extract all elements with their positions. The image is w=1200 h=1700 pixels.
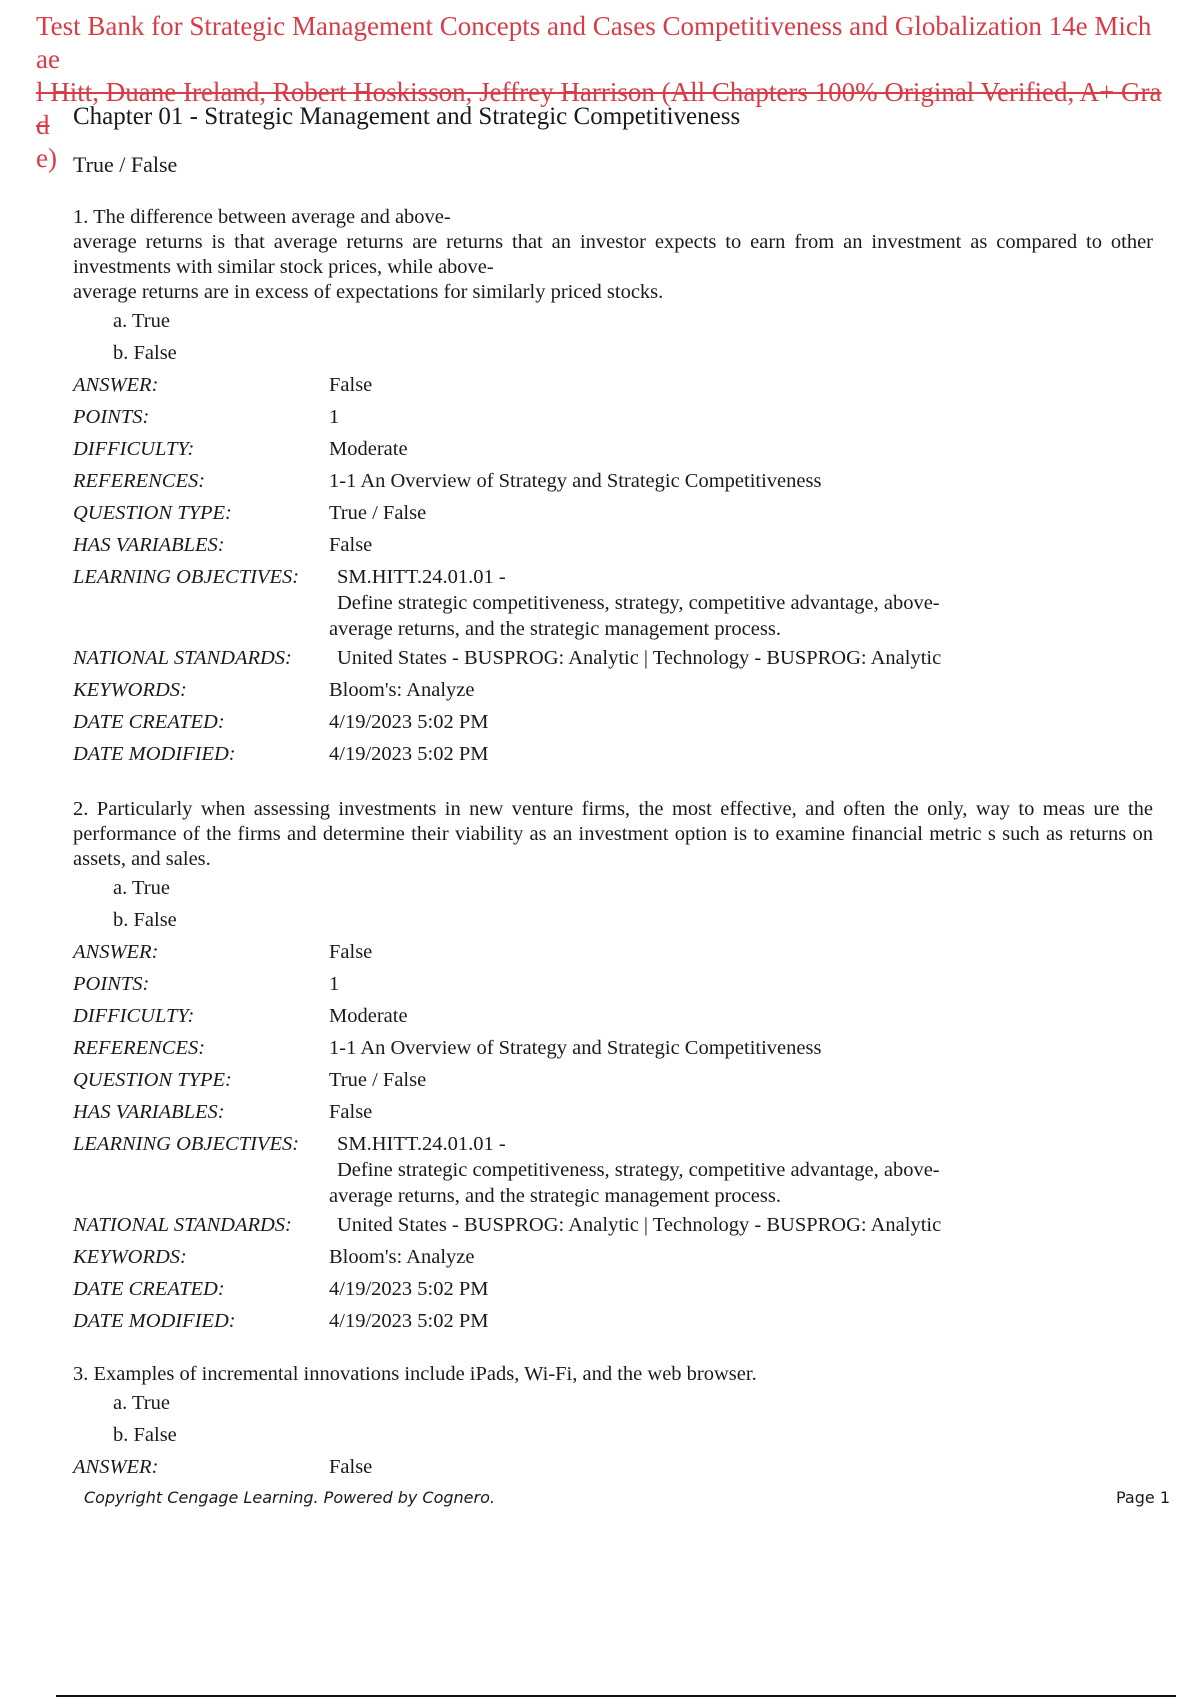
- document-banner: [36, 10, 1162, 175]
- meta-references: [73, 1032, 1153, 1064]
- lo-text-1: Define strategic competitiveness, strategy, competitive advantage, above-: [337, 1159, 940, 1181]
- meta-label: KEYWORDS:: [73, 679, 187, 701]
- meta-value: False: [329, 374, 373, 396]
- option-b: b. False: [113, 909, 177, 931]
- question-text: 2. Particularly when assessing investments in new venture firms, the most effective, and often the only, way to meas ure the performance of the firms and determine their viability as an investment option is to examine financial metric s such as returns on assets, and sales.: [73, 798, 1153, 870]
- meta-label: DIFFICULTY:: [73, 438, 195, 460]
- lo-text-2: average returns, and the strategic management process.: [329, 618, 781, 640]
- meta-value: 1-1 An Overview of Strategy and Strategic Competitiveness: [329, 1037, 822, 1059]
- meta-label: DIFFICULTY:: [73, 1005, 195, 1027]
- meta-has-variables: [73, 529, 1153, 561]
- meta-value: 4/19/2023 5:02 PM: [329, 743, 489, 765]
- meta-label: QUESTION TYPE:: [73, 1069, 232, 1091]
- banner-line-3: e): [36, 143, 57, 173]
- question-text: 1. The difference between average and above- average returns is that average returns are returns that an investor expects to earn from an investment as compared to other investments with similar stock prices, while above- average returns are in excess of expectations for similarly priced stocks.: [73, 206, 1153, 303]
- meta-label: HAS VARIABLES:: [73, 534, 225, 556]
- meta-label: REFERENCES:: [73, 1037, 206, 1059]
- meta-answer: [73, 369, 1153, 401]
- meta-label: NATIONAL STANDARDS:: [73, 1214, 292, 1236]
- meta-difficulty: [73, 1000, 1153, 1032]
- banner-line-1: Test Bank for Strategic Management Concepts and Cases Competitiveness and Globalization 14e Michae: [36, 11, 1152, 74]
- meta-label: REFERENCES:: [73, 470, 206, 492]
- meta-value: False: [329, 1101, 373, 1123]
- meta-points: [73, 401, 1153, 433]
- meta-label: QUESTION TYPE:: [73, 502, 232, 524]
- option-a: a. True: [113, 1392, 170, 1414]
- meta-answer: [73, 1451, 1153, 1483]
- meta-value: Bloom's: Analyze: [329, 679, 475, 701]
- meta-keywords: [73, 1241, 1153, 1273]
- meta-label: DATE MODIFIED:: [73, 1310, 236, 1332]
- option-a: a. True: [113, 877, 170, 899]
- meta-date-created: [73, 1273, 1153, 1305]
- meta-learning-objectives: [73, 1128, 1153, 1209]
- meta-value: Moderate: [329, 438, 408, 460]
- meta-label: POINTS:: [73, 973, 150, 995]
- lo-code: SM.HITT.24.01.01 -: [337, 566, 506, 588]
- page-divider: [56, 1695, 1176, 1697]
- meta-value: False: [329, 941, 373, 963]
- meta-value: 1: [329, 973, 340, 995]
- option-b: b. False: [113, 1424, 177, 1446]
- meta-label: LEARNING OBJECTIVES:: [73, 566, 300, 588]
- meta-value: United States - BUSPROG: Analytic | Technology - BUSPROG: Analytic: [337, 647, 942, 669]
- meta-national-standards: [73, 642, 1153, 674]
- lo-text-2: average returns, and the strategic management process.: [329, 1185, 781, 1207]
- meta-keywords: [73, 674, 1153, 706]
- meta-label: DATE CREATED:: [73, 711, 225, 733]
- meta-value: Moderate: [329, 1005, 408, 1027]
- meta-learning-objectives: [73, 561, 1153, 642]
- meta-label: ANSWER:: [73, 374, 159, 396]
- option-b: b. False: [113, 342, 177, 364]
- meta-date-created: [73, 706, 1153, 738]
- meta-value: True / False: [329, 1069, 427, 1091]
- meta-label: DATE CREATED:: [73, 1278, 225, 1300]
- meta-value: Bloom's: Analyze: [329, 1246, 475, 1268]
- question-text: 3. Examples of incremental innovations include iPads, Wi-Fi, and the web browser.: [73, 1363, 757, 1385]
- question-3: [73, 1362, 1153, 1483]
- meta-references: [73, 465, 1153, 497]
- meta-question-type: [73, 1064, 1153, 1096]
- question-2: [73, 797, 1153, 1337]
- option-a: a. True: [113, 310, 170, 332]
- meta-date-modified: [73, 738, 1153, 770]
- lo-text-1: Define strategic competitiveness, strategy, competitive advantage, above-: [337, 592, 940, 614]
- meta-difficulty: [73, 433, 1153, 465]
- meta-value: [329, 564, 1153, 642]
- meta-value: False: [329, 534, 373, 556]
- meta-value: 4/19/2023 5:02 PM: [329, 1278, 489, 1300]
- footer-copyright: Copyright Cengage Learning. Powered by Cognero.: [84, 1488, 495, 1507]
- meta-label: DATE MODIFIED:: [73, 743, 236, 765]
- section-title: True / False: [73, 152, 178, 177]
- meta-label: KEYWORDS:: [73, 1246, 187, 1268]
- meta-answer: [73, 936, 1153, 968]
- meta-has-variables: [73, 1096, 1153, 1128]
- meta-label: HAS VARIABLES:: [73, 1101, 225, 1123]
- meta-value: True / False: [329, 502, 427, 524]
- chapter-title: Chapter 01 - Strategic Management and Strategic Competitiveness: [73, 103, 741, 130]
- meta-label: ANSWER:: [73, 1456, 159, 1478]
- meta-value: 1: [329, 406, 340, 428]
- meta-value: 4/19/2023 5:02 PM: [329, 711, 489, 733]
- meta-value: 4/19/2023 5:02 PM: [329, 1310, 489, 1332]
- meta-question-type: [73, 497, 1153, 529]
- meta-label: NATIONAL STANDARDS:: [73, 647, 292, 669]
- meta-points: [73, 968, 1153, 1000]
- meta-national-standards: [73, 1209, 1153, 1241]
- page-number: Page 1: [1116, 1488, 1170, 1507]
- meta-date-modified: [73, 1305, 1153, 1337]
- question-1: [73, 205, 1153, 770]
- meta-label: POINTS:: [73, 406, 150, 428]
- meta-value: False: [329, 1456, 373, 1478]
- meta-value: 1-1 An Overview of Strategy and Strategic Competitiveness: [329, 470, 822, 492]
- meta-label: LEARNING OBJECTIVES:: [73, 1133, 300, 1155]
- meta-value: United States - BUSPROG: Analytic | Technology - BUSPROG: Analytic: [337, 1214, 942, 1236]
- meta-label: ANSWER:: [73, 941, 159, 963]
- banner-line-2: l Hitt, Duane Ireland, Robert Hoskisson, Jeffrey Harrison (All Chapters 100% Original Verified, A+ Grad: [36, 77, 1162, 140]
- meta-value: [329, 1131, 1153, 1209]
- lo-code: SM.HITT.24.01.01 -: [337, 1133, 506, 1155]
